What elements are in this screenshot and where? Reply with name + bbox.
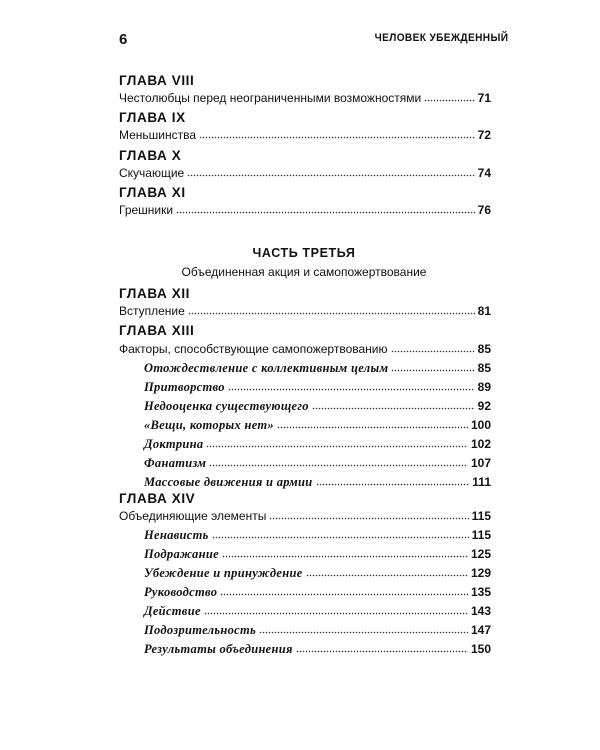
dot-leader (206, 438, 467, 448)
toc-subentry-text: Действие (144, 604, 201, 618)
dot-leader (188, 305, 475, 315)
toc-subentry-page: 135 (470, 585, 491, 599)
toc-entry-page: 81 (477, 304, 491, 318)
dot-leader (209, 457, 468, 467)
dot-leader (391, 343, 475, 353)
toc-entry[interactable] (119, 342, 491, 356)
toc-entry-page: 76 (477, 203, 491, 217)
toc-subentry-text: Недооценка существующего (144, 399, 309, 413)
chapter-heading: ГЛАВА XIII (119, 323, 195, 338)
toc-subentry-page: 147 (470, 623, 491, 637)
toc-subentry[interactable] (144, 399, 491, 413)
toc-subentry-text: Подозрительность (144, 623, 257, 637)
toc-subentry[interactable] (144, 528, 491, 542)
toc-subentry-page: 100 (470, 418, 491, 432)
toc-entry-page: 71 (477, 91, 491, 105)
toc-subentry-text: Ненависть (144, 528, 209, 542)
dot-leader (228, 381, 475, 391)
toc-subentry[interactable] (144, 547, 491, 561)
toc-subentry-page: 115 (471, 528, 491, 542)
toc-entry-page: 72 (477, 128, 491, 142)
toc-subentry-page: 129 (470, 566, 491, 580)
toc-entry[interactable] (119, 509, 491, 523)
chapter-heading: ГЛАВА VIII (119, 73, 195, 88)
toc-entry[interactable] (119, 304, 491, 318)
toc-subentry[interactable] (144, 475, 491, 489)
chapter-heading: ГЛАВА XII (119, 286, 191, 301)
toc-subentry-page: 143 (470, 604, 491, 618)
toc-entry-text: Честолюбцы перед неограниченными возможностями (119, 91, 422, 105)
toc-subentry-page: 150 (470, 642, 491, 656)
toc-subentry-page: 92 (477, 399, 491, 413)
dot-leader (269, 510, 468, 520)
toc-entry[interactable] (119, 203, 491, 217)
toc-subentry-page: 125 (470, 547, 491, 561)
toc-subentry-page: 107 (470, 456, 491, 470)
toc-subentry-page: 85 (477, 361, 491, 375)
dot-leader (424, 92, 474, 102)
part-subtitle: Объединенная акция и самопожертвование (181, 265, 427, 279)
dot-leader (176, 204, 475, 214)
toc-subentry[interactable] (144, 623, 491, 637)
dot-leader (391, 362, 474, 372)
toc-entry-page: 85 (477, 342, 491, 356)
toc-entry-text: Объединяющие элементы (119, 509, 267, 523)
chapter-heading: ГЛАВА XIV (119, 491, 196, 506)
toc-subentry-text: Отождествление с коллективным целым (144, 361, 389, 375)
dot-leader (212, 529, 469, 539)
toc-entry-text: Факторы, способствующие самопожертвованию (119, 342, 388, 356)
toc-subentry-text: Подражание (144, 547, 219, 561)
toc-subentry[interactable] (144, 585, 491, 599)
toc-subentry-text: «Вещи, которых нет» (144, 418, 274, 432)
toc-subentry-text: Доктрина (144, 437, 204, 451)
dot-leader (306, 567, 468, 577)
toc-entry-text: Меньшинства (119, 128, 197, 142)
dot-leader (316, 476, 470, 486)
dot-leader (312, 400, 475, 410)
page-number: 6 (119, 31, 128, 48)
toc-entry-text: Скучающие (119, 166, 185, 180)
dot-leader (296, 643, 468, 653)
dot-leader (222, 548, 468, 558)
toc-entry-page: 74 (477, 166, 491, 180)
toc-subentry[interactable] (144, 437, 491, 451)
toc-entry[interactable] (119, 128, 491, 142)
toc-subentry-text: Притворство (144, 380, 225, 394)
chapter-heading: ГЛАВА X (119, 148, 182, 163)
toc-subentry-text: Результаты объединения (144, 642, 293, 656)
toc-subentry-page: 111 (472, 475, 491, 489)
part-title: ЧАСТЬ ТРЕТЬЯ (252, 246, 356, 260)
dot-leader (220, 586, 468, 596)
toc-entry-text: Вступление (119, 304, 185, 318)
chapter-heading: ГЛАВА XI (119, 185, 186, 200)
toc-subentry[interactable] (144, 361, 491, 375)
toc-subentry-page: 102 (470, 437, 491, 451)
dot-leader (259, 624, 468, 634)
toc-entry[interactable] (119, 91, 491, 105)
toc-subentry[interactable] (144, 642, 491, 656)
toc-entry-text: Грешники (119, 203, 174, 217)
dot-leader (199, 129, 475, 139)
toc-subentry-text: Фанатизм (144, 456, 207, 470)
dot-leader (277, 419, 468, 429)
toc-subentry[interactable] (144, 604, 491, 618)
toc-subentry-text: Убеждение и принуждение (144, 566, 303, 580)
toc-subentry-text: Руководство (144, 585, 218, 599)
toc-subentry[interactable] (144, 418, 491, 432)
dot-leader (187, 167, 474, 177)
chapter-heading: ГЛАВА IX (119, 110, 186, 125)
toc-subentry[interactable] (144, 456, 491, 470)
toc-entry[interactable] (119, 166, 491, 180)
dot-leader (204, 605, 468, 615)
running-title: ЧЕЛОВЕК УБЕЖДЕННЫЙ (374, 32, 508, 44)
toc-subentry[interactable] (144, 566, 491, 580)
toc-subentry-text: Массовые движения и армии (144, 475, 313, 489)
toc-subentry-page: 89 (477, 380, 491, 394)
toc-entry-page: 115 (471, 509, 491, 523)
toc-subentry[interactable] (144, 380, 491, 394)
